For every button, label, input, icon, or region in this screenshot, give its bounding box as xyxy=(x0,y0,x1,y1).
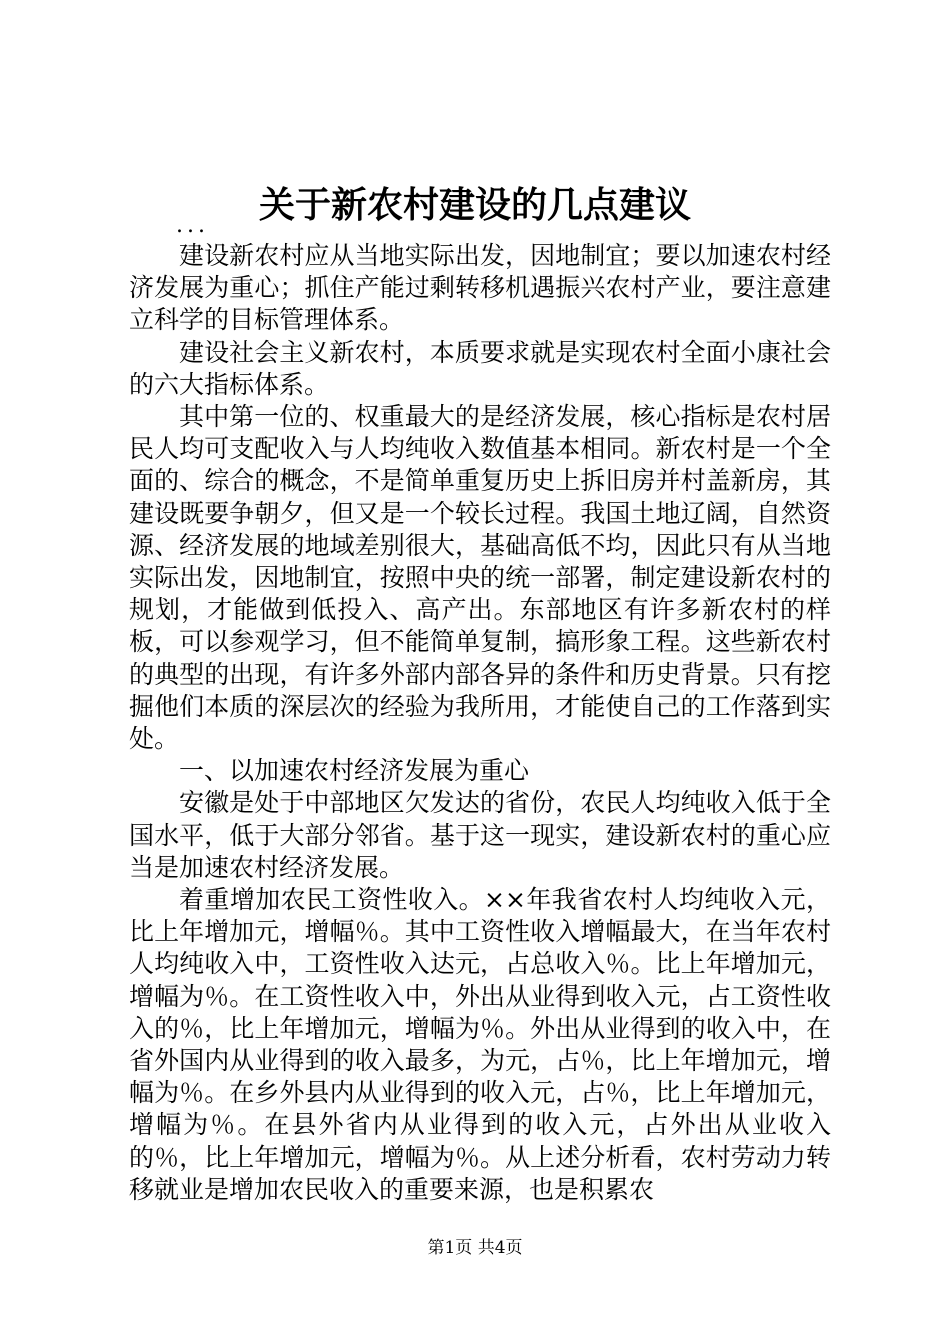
paragraph-5: 着重增加农民工资性收入。××年我省农村人均纯收入元，比上年增加元，增幅％。其中工资性收入增幅最大，在当年农村人均纯收入中，工资性收入达元，占总收入％。比上年增加元，增幅为％。在工资性收入中，外出从业得到收入元，占工资性收入的％，比上年增加元，增幅为％。外出从业得到的收入中，在省外国内从业得到的收入最多，为元，占％，比上年增加元，增幅为％。在乡外县内从业得到的收入元，占％，比上年增加元，增幅为％。在县外省内从业得到的收入元，占外出从业收入的％，比上年增加元，增幅为％。从上述分析看，农村劳动力转移就业是增加农民收入的重要来源，也是积累农 xyxy=(129,885,831,1204)
paragraph-1: 建设新农村应从当地实际出发，因地制宜；要以加速农村经济发展为重心；抓住产能过剩转移机遇振兴农村产业，要注意建立科学的目标管理体系。 xyxy=(129,241,831,335)
document-body xyxy=(129,240,831,1206)
section-heading-1: 一、以加速农村经济发展为重心 xyxy=(179,756,530,786)
paragraph-3: 其中第一位的、权重最大的是经济发展，核心指标是农村居民人均可支配收入与人均纯收入数值基本相同。新农村是一个全面的、综合的概念，不是简单重复历史上拆旧房并村盖新房，其建设既要争朝夕，但又是一个较长过程。我国土地辽阔，自然资源、经济发展的地域差别很大，基础高低不均，因此只有从当地实际出发，因地制宜，按照中央的统一部署，制定建设新农村的规划，才能做到低投入、高产出。东部地区有许多新农村的样板，可以参观学习，但不能简单复制，搞形象工程。这些新农村的典型的出现，有许多外部内部各异的条件和历史背景。只有挖掘他们本质的深层次的经验为我所用，才能使自己的工作落到实处。 xyxy=(129,402,831,754)
ellipsis-marker: ... xyxy=(176,213,209,238)
paragraph-4: 安徽是处于中部地区欠发达的省份，农民人均纯收入低于全国水平，低于大部分邻省。基于这一现实，建设新农村的重心应当是加速农村经济发展。 xyxy=(129,788,831,882)
document-title: 关于新农村建设的几点建议 xyxy=(258,184,691,226)
page-footer: 第1页 共4页 xyxy=(427,1238,523,1258)
paragraph-2: 建设社会主义新农村，本质要求就是实现农村全面小康社会的六大指标体系。 xyxy=(129,337,831,399)
